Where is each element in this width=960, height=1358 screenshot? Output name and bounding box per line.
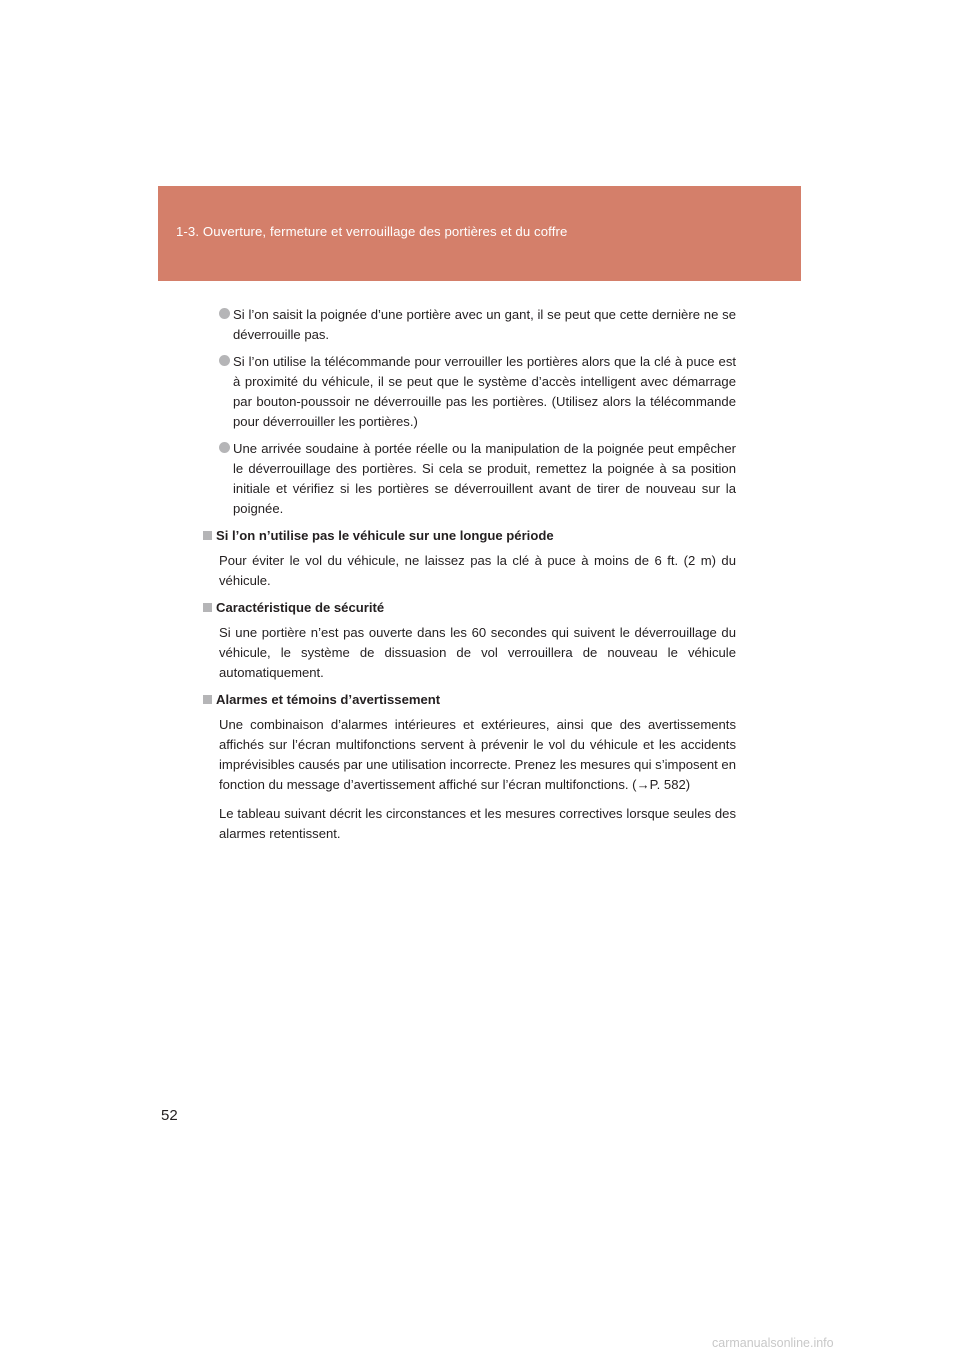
section-heading [206,598,736,618]
bullet-text: Une arrivée soudaine à portée réelle ou la manipulation de la poignée peut empêcher le déverrouillage des portières. Si cela se produit, remettez la poignée à sa position initiale et vérifiez si les portières se déverrouillent avant de tirer de nouveau sur la poignée. [233,441,736,516]
square-bullet-icon [203,531,212,540]
section-body: Une combinaison d’alarmes intérieures et extérieures, ainsi que des avertissements affichés sur l’écran multifonctions servent à prévenir le vol du véhicule et les accidents imprévisibles causés par une utilisation incorrecte. Prenez les mesures qui s’imposent en fonction du message d’avertissement affiché sur l’écran multifonctions. (→P. 582) [219,717,736,792]
bullet-text: Si l’on saisit la poignée d’une portière avec un gant, il se peut que cette dernière ne se déverrouille pas. [233,307,736,342]
page-content [206,305,736,851]
chapter-header-band [158,186,801,281]
section-body: Pour éviter le vol du véhicule, ne laissez pas la clé à puce à moins de 6 ft. (2 m) du véhicule. [219,553,736,588]
section-body: Si une portière n’est pas ouverte dans les 60 secondes qui suivent le déverrouillage du véhicule, le système de dissuasion de vol verrouillera de nouveau le véhicule automatiquement. [219,625,736,680]
bullet-dot-icon [219,355,230,366]
section-security [206,598,736,683]
section-body-second: Le tableau suivant décrit les circonstances et les mesures correctives lorsque seules des alarmes retentissent. [219,806,736,841]
bullet-item [206,305,736,345]
chapter-title: 1-3. Ouverture, fermeture et verrouillage des portières et du coffre [176,224,568,239]
section-alarms [206,690,736,844]
bullet-text: Si l’on utilise la télécommande pour verrouiller les portières alors que la clé à puce est à proximité du véhicule, il se peut que le système d’accès intelligent avec démarrage par bouton-poussoir ne déverrouille pas les portières. (Utilisez alors la télécommande pour déverrouiller les portières.) [233,354,736,429]
section-heading [206,690,736,710]
square-bullet-icon [203,603,212,612]
page-number: 52 [161,1107,178,1124]
bullet-dot-icon [219,308,230,319]
watermark-link[interactable]: carmanualsonline.info [712,1336,834,1350]
bullet-item [206,352,736,432]
bullet-item [206,439,736,519]
section-long-period [206,526,736,591]
section-heading-text: Caractéristique de sécurité [216,600,385,615]
square-bullet-icon [203,695,212,704]
section-heading [206,526,736,546]
section-heading-text: Alarmes et témoins d’avertissement [216,692,441,707]
bullet-dot-icon [219,442,230,453]
section-heading-text: Si l’on n’utilise pas le véhicule sur une longue période [216,528,554,543]
